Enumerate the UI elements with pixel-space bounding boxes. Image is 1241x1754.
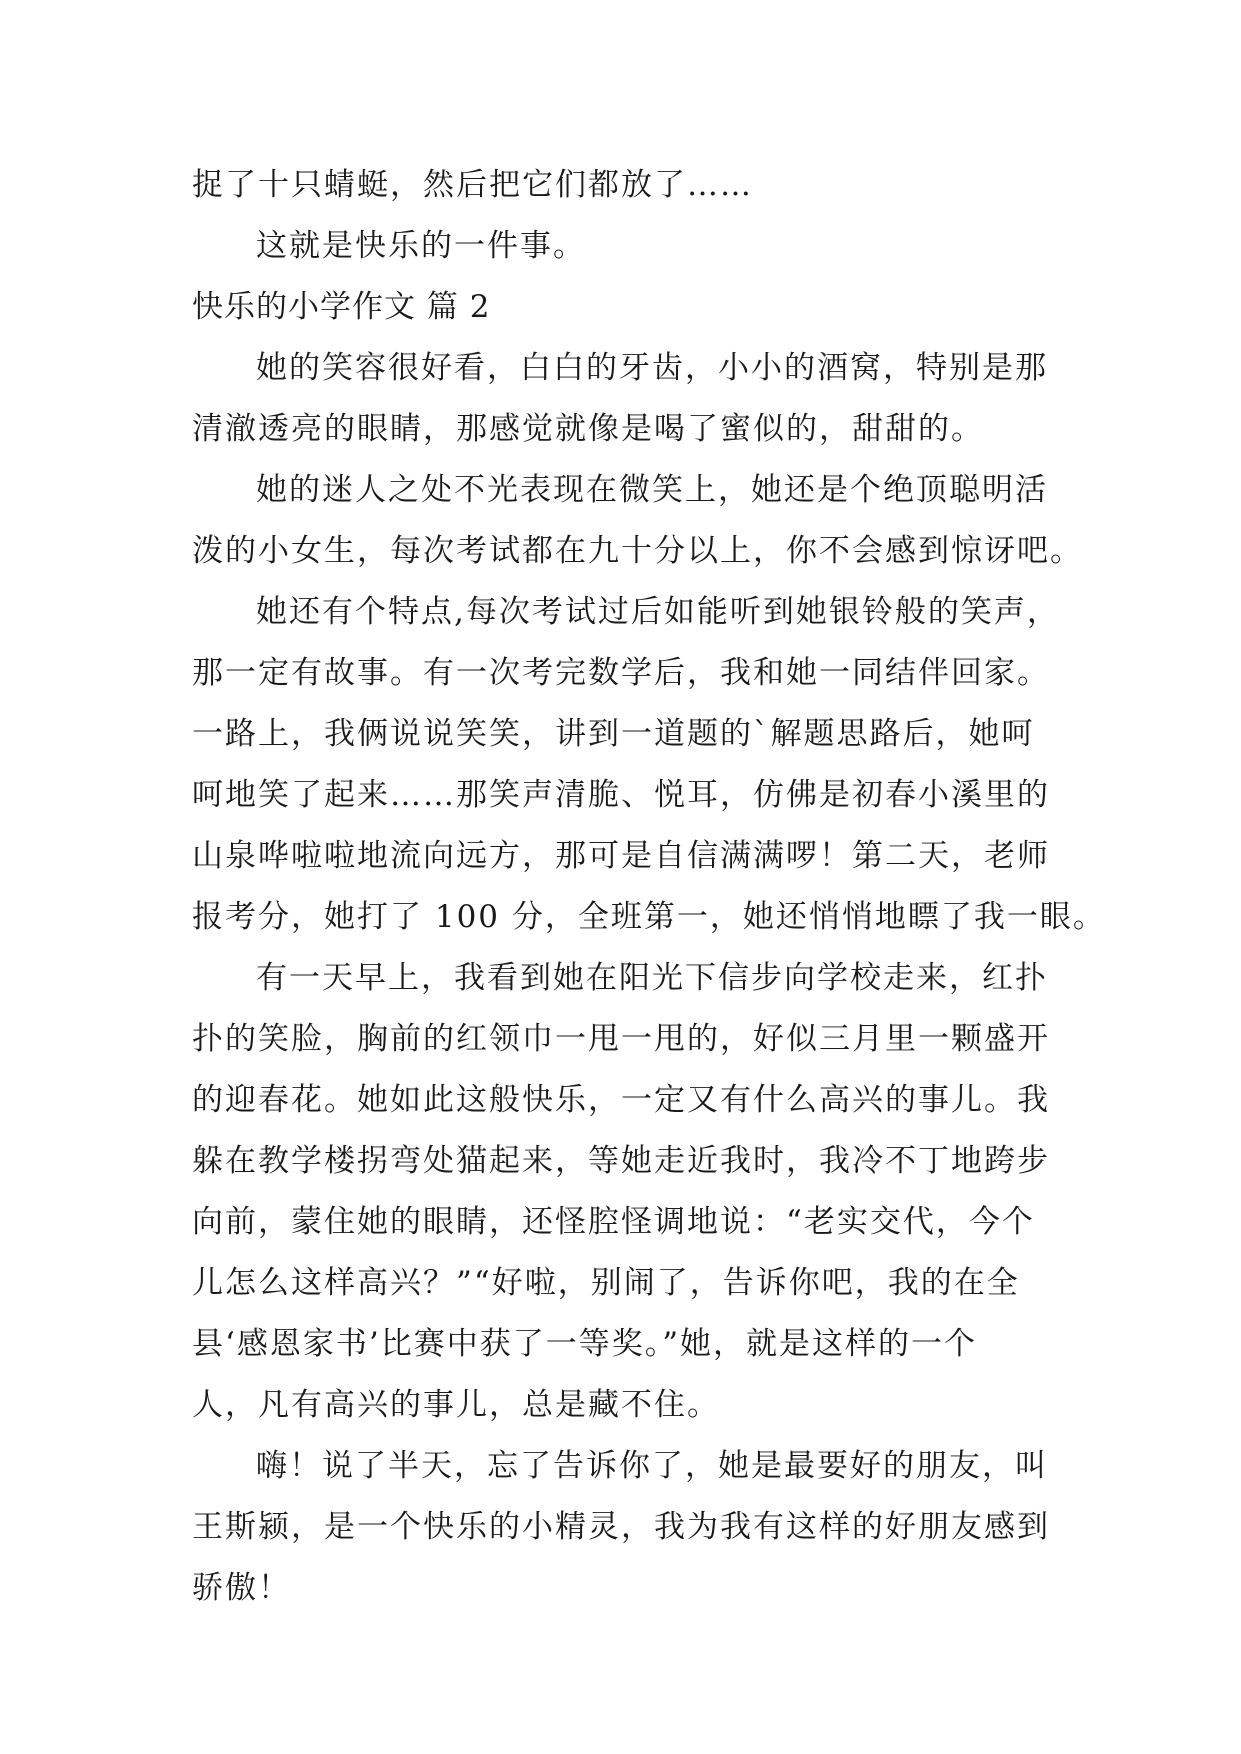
text-line: 的迎春花。她如此这般快乐，一定又有什么高兴的事儿。我 xyxy=(192,1082,1050,1118)
text-line: 那一定有故事。有一次考完数学后，我和她一同结伴回家。 xyxy=(192,655,1050,691)
text-line: 这就是快乐的一件事。 xyxy=(256,228,586,264)
text-line: 骄傲！ xyxy=(192,1570,291,1606)
text-line: 报考分，她打了 100 分，全班第一，她还悄悄地瞟了我一眼。 xyxy=(192,899,1106,935)
essay-body xyxy=(192,155,1106,1619)
text-line: 一路上，我俩说说笑笑，讲到一道题的`解题思路后，她呵 xyxy=(192,716,1035,752)
text-line: 呵地笑了起来……那笑声清脆、悦耳，仿佛是初春小溪里的 xyxy=(192,777,1050,813)
text-line: 儿怎么这样高兴？”“好啦，别闹了，告诉你吧，我的在全 xyxy=(192,1265,1020,1301)
text-line: 嗨！说了半天，忘了告诉你了，她是最要好的朋友，叫 xyxy=(256,1448,1048,1484)
section-heading: 快乐的小学作文 篇 2 xyxy=(192,289,491,325)
text-line: 泼的小女生，每次考试都在九十分以上，你不会感到惊讶吧。 xyxy=(192,533,1083,569)
text-line: 县‘感恩家书’比赛中获了一等奖。”她，就是这样的一个 xyxy=(192,1326,978,1362)
text-line: 有一天早上，我看到她在阳光下信步向学校走来，红扑 xyxy=(256,960,1048,996)
text-line: 她的迷人之处不光表现在微笑上，她还是个绝顶聪明活 xyxy=(256,472,1048,508)
text-line: 扑的笑脸，胸前的红领巾一甩一甩的，好似三月里一颗盛开 xyxy=(192,1021,1050,1057)
text-line: 山泉哗啦啦地流向远方，那可是自信满满啰！第二天，老师 xyxy=(192,838,1050,874)
text-line: 捉了十只蜻蜓，然后把它们都放了…… xyxy=(192,167,753,203)
text-line: 清澈透亮的眼睛，那感觉就像是喝了蜜似的，甜甜的。 xyxy=(192,411,984,447)
text-line: 王斯颍，是一个快乐的小精灵，我为我有这样的好朋友感到 xyxy=(192,1509,1050,1545)
text-line: 人，凡有高兴的事儿，总是藏不住。 xyxy=(192,1387,720,1423)
text-line: 躲在教学楼拐弯处猫起来，等她走近我时，我冷不丁地跨步 xyxy=(192,1143,1050,1179)
text-line: 向前，蒙住她的眼睛，还怪腔怪调地说：“老实交代，今个 xyxy=(192,1204,1035,1240)
text-line: 她还有个特点,每次考试过后如能听到她银铃般的笑声， xyxy=(256,594,1060,630)
text-line: 她的笑容很好看，白白的牙齿，小小的酒窝，特别是那 xyxy=(256,350,1048,386)
